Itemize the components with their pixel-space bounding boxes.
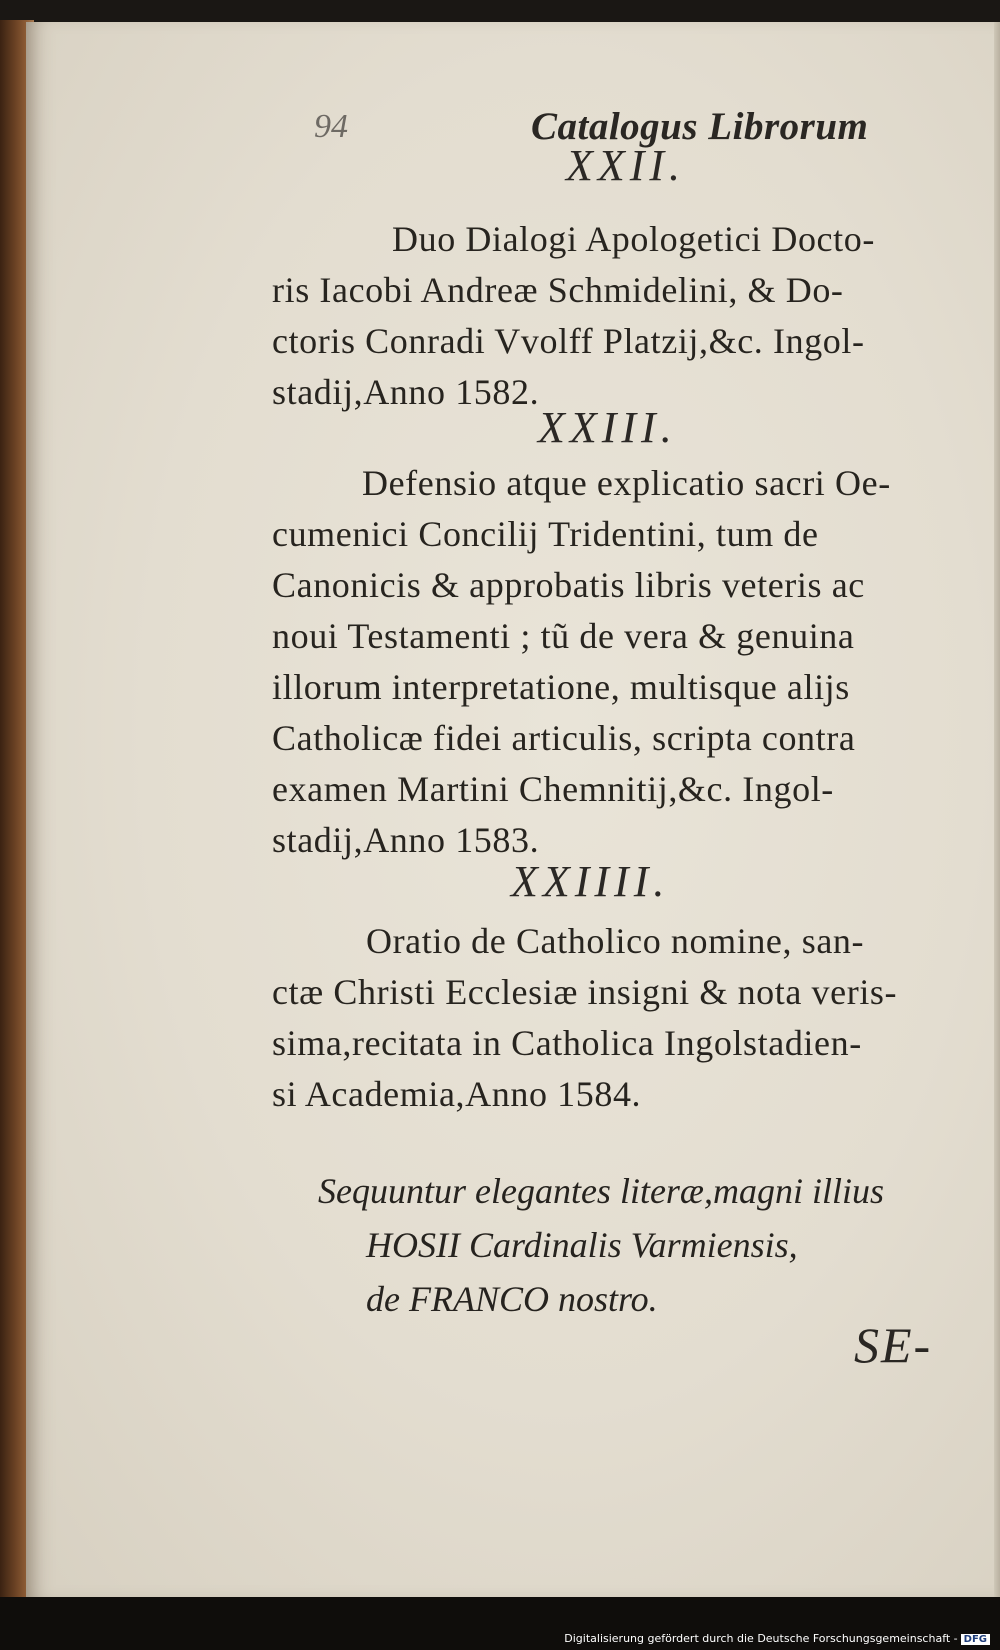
scan-top-border [0,0,1000,22]
entry-numeral: XXIII. [538,403,677,452]
entry-line: Defensio atque explicatio sacri Oe- [362,463,891,503]
entry-numeral: XXIIII. [511,857,670,906]
entry-line: illorum interpretatione, multisque alijs [272,667,850,707]
entry-line: Oratio de Catholico nomine, san- [366,921,865,961]
entry-line: stadij,Anno 1582. [272,372,540,412]
entry-line: sima,recitata in Catholica Ingolstadien- [272,1023,862,1063]
closing-line: Sequuntur elegantes literæ,magni illius [318,1171,884,1211]
closing-line: HOSII Cardinalis Varmiensis, [366,1225,798,1265]
page-edge [994,22,1000,1597]
entry-numeral: XXII. [566,141,686,190]
entry-line: Canonicis & approbatis libris veteris ac [272,565,865,605]
entry-line: Duo Dialogi Apologetici Docto- [392,219,875,259]
catchword: SE- [854,1317,933,1373]
entry-line: ctæ Christi Ecclesiæ insigni & nota veris- [272,972,898,1012]
entry-line: stadij,Anno 1583. [272,820,540,860]
funding-note-text: Digitalisierung gefördert durch die Deutsche Forschungsgemeinschaft - [564,1632,958,1645]
dfg-logo: DFG [961,1634,990,1645]
running-title: Catalogus Librorum [531,105,869,148]
page-number: 94 [314,108,348,145]
entry-line: Catholicæ fidei articulis, scripta contra [272,718,856,758]
book-page [26,22,1000,1597]
closing-line: de FRANCO nostro. [366,1279,658,1319]
entry-line: ctoris Conradi Vvolff Platzij,&c. Ingol- [272,321,865,361]
funding-note [564,1632,990,1645]
entry-line: cumenici Concilij Tridentini, tum de [272,514,819,554]
entry-line: examen Martini Chemnitij,&c. Ingol- [272,769,834,809]
entry-line: noui Testamenti ; tũ de vera & genuina [272,616,855,656]
entry-line: ris Iacobi Andreæ Schmidelini, & Do- [272,270,844,310]
entry-line: si Academia,Anno 1584. [272,1074,642,1114]
